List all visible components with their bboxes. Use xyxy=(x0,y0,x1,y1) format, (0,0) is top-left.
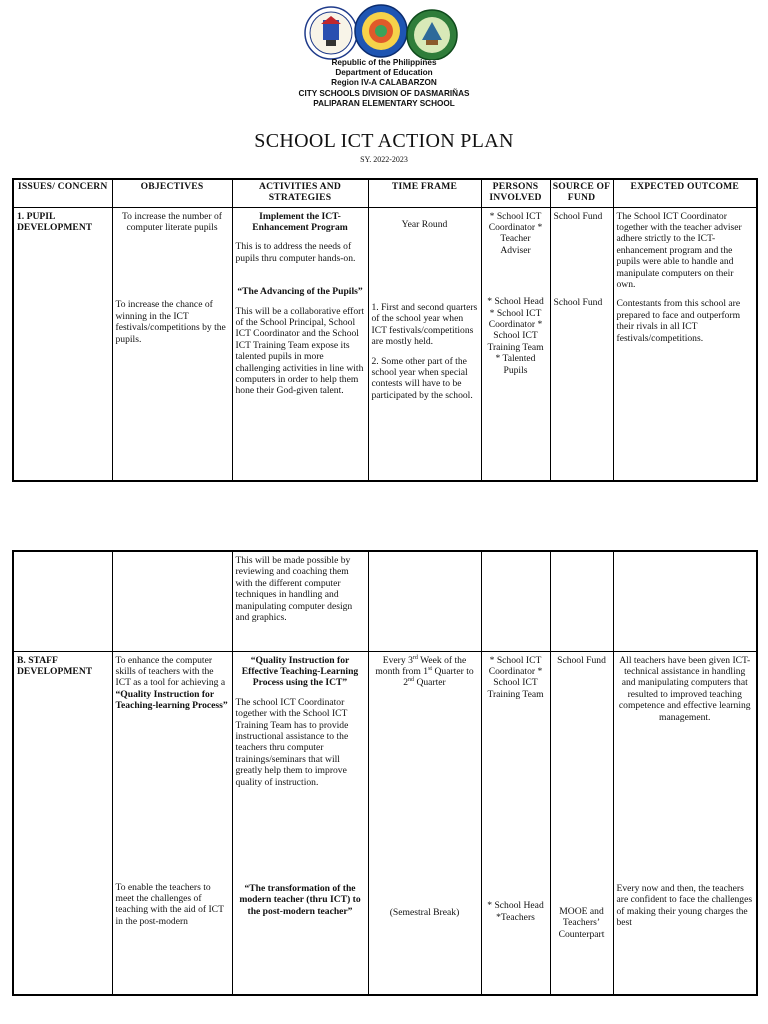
letterhead-line-country: Republic of the Philippines xyxy=(331,58,437,67)
objective-text: To enable the teachers to meet the challenges of teaching with the aid of ICT in the post-modern xyxy=(115,881,224,927)
objective-text xyxy=(116,655,229,712)
activity-title: Implement the ICT-Enhancement Program xyxy=(252,210,348,233)
action-plan-table-page2 xyxy=(12,550,758,996)
time-frame-text: Year Round xyxy=(401,218,448,230)
activities-cell xyxy=(232,551,368,651)
ordinal-suffix: rd xyxy=(412,654,418,661)
activity-text: This is to address the needs of pupils thru computer hands-on. xyxy=(235,241,356,264)
fund-cell xyxy=(550,651,613,995)
activity-text: This will be a collaborative effort of the School Principal, School ICT Coordinator and the School ICT Training Team expose its talented pupils in more challenging activities in line with computers in order to help them hone their God-given talent. xyxy=(235,305,364,397)
ordinal-suffix: nd xyxy=(408,677,415,684)
region-seal-icon xyxy=(355,5,407,57)
time-frame-cell xyxy=(368,207,481,481)
fund-cell xyxy=(550,551,613,651)
time-frame-text: 1. First and second quarters of the school year when ICT festivals/competitions are mostly held. xyxy=(371,301,478,348)
outcome-text: The School ICT Coordinator together with the teacher adviser adhere strictly to the ICT-enhancement program and the pupils were able to handle and manipulate computers on their own. xyxy=(616,210,742,290)
outcome-text: Contestants from this school are prepared to face and outperform their rivals in all ICT festivals/competitions. xyxy=(616,298,741,344)
persons-cell xyxy=(481,207,550,481)
time-frame-part: Week of the month from 1 xyxy=(375,654,467,677)
objective-text: To increase the chance of winning in the ICT festivals/competitions by the pupils. xyxy=(115,299,226,345)
header-logos xyxy=(0,2,768,60)
table-row-continued xyxy=(13,551,757,651)
activity-title: “Quality Instruction for Effective Teaching-Learning Process using the ICT” xyxy=(241,654,359,689)
time-frame-cell xyxy=(368,551,481,651)
outcome-text: Every now and then, the teachers are confident to face the challenges of making their young charges the best xyxy=(616,882,753,929)
school-year: SY. 2022-2023 xyxy=(360,155,408,164)
letterhead xyxy=(0,58,768,109)
column-header-issues: ISSUES/ CONCERN xyxy=(13,179,112,207)
issue-cell: B. STAFF DEVELOPMENT xyxy=(13,651,112,995)
outcome-text: All teachers have been given ICT-technical assistance in handling and manipulating computers that resulted to improved teaching competence and effective learning management. xyxy=(618,654,751,723)
letterhead-line-region: Region IV-A CALABARZON xyxy=(331,78,437,88)
letterhead-line-department: Department of Education xyxy=(335,68,433,78)
column-header-persons: PERSONS INVOLVED xyxy=(481,179,550,207)
outcome-cell xyxy=(613,651,757,995)
outcome-cell xyxy=(613,207,757,481)
objectives-cell xyxy=(112,651,232,995)
objectives-cell xyxy=(112,551,232,651)
fund-text: School Fund xyxy=(553,210,603,222)
letterhead-line-school: PALIPARAN ELEMENTARY SCHOOL xyxy=(313,98,455,108)
column-header-objectives: OBJECTIVES xyxy=(112,179,232,207)
seal-group xyxy=(0,2,768,60)
time-frame-text: 2. Some other part of the school year when special contests will have to be participated by the school. xyxy=(371,355,473,401)
time-frame-part: Quarter to 2 xyxy=(403,665,474,689)
table-row-staff-development xyxy=(13,651,757,995)
objective-text-plain: To enhance the computer skills of teachers with the ICT as a tool for achieving a xyxy=(115,654,226,689)
division-seal-icon xyxy=(407,10,457,60)
fund-text: MOOE and Teachers’ Counterpart xyxy=(558,905,605,940)
time-frame-part: Quarter xyxy=(414,677,446,689)
fund-cell xyxy=(550,207,613,481)
table-header-row xyxy=(13,179,757,207)
objective-text-bold: “Quality Instruction for Teaching-learning Process” xyxy=(115,688,228,712)
persons-cell xyxy=(481,551,550,651)
ordinal-suffix: st xyxy=(428,665,433,672)
action-plan-table-page1 xyxy=(12,178,758,482)
table-row-pupil-development xyxy=(13,207,757,481)
fund-text: School Fund xyxy=(557,654,606,666)
deped-seal-icon xyxy=(305,7,357,59)
persons-text: * School Head *Teachers xyxy=(487,900,544,923)
column-header-time-frame: TIME FRAME xyxy=(368,179,481,207)
activities-cell xyxy=(232,207,368,481)
column-header-outcome: EXPECTED OUTCOME xyxy=(613,179,757,207)
objectives-cell xyxy=(112,207,232,481)
time-frame-text xyxy=(372,655,478,689)
activity-title: “The Advancing of the Pupils” xyxy=(237,286,363,298)
activity-text: The school ICT Coordinator together with the School ICT Training Team has to provide instructional assistance to the teachers thru computer trainings/seminars that will greatly help them to improve quality of instruction. xyxy=(235,696,349,788)
persons-text: * School Head * School ICT Coordinator * School ICT Training Team * Talented Pupils xyxy=(487,296,544,376)
issue-cell xyxy=(13,551,112,651)
column-header-fund: SOURCE OF FUND xyxy=(550,179,613,207)
outcome-cell xyxy=(613,551,757,651)
time-frame-part: Every 3 xyxy=(382,654,413,666)
persons-text: * School ICT Coordinator * School ICT Training Team xyxy=(487,654,544,700)
persons-cell xyxy=(481,651,550,995)
objective-text: To increase the number of computer literate pupils xyxy=(121,210,223,233)
fund-text: School Fund xyxy=(553,296,603,308)
time-frame-cell xyxy=(368,651,481,995)
activity-text: This will be made possible by reviewing and coaching them with the different computer techniques in handling and manipulating computer design and graphics. xyxy=(235,555,353,624)
letterhead-line-division: CITY SCHOOLS DIVISION OF DASMARIÑAS xyxy=(298,88,470,98)
time-frame-text: (Semestral Break) xyxy=(389,906,460,918)
page-title: SCHOOL ICT ACTION PLAN xyxy=(254,130,514,152)
activities-cell xyxy=(232,651,368,995)
column-header-activities: ACTIVITIES AND STRATEGIES xyxy=(232,179,368,207)
activity-title: “The transformation of the modern teacher (thru ICT) to the post-modern teacher” xyxy=(239,882,361,917)
issue-cell: 1. PUPIL DEVELOPMENT xyxy=(13,207,112,481)
persons-text: * School ICT Coordinator * Teacher Adviser xyxy=(488,210,543,256)
